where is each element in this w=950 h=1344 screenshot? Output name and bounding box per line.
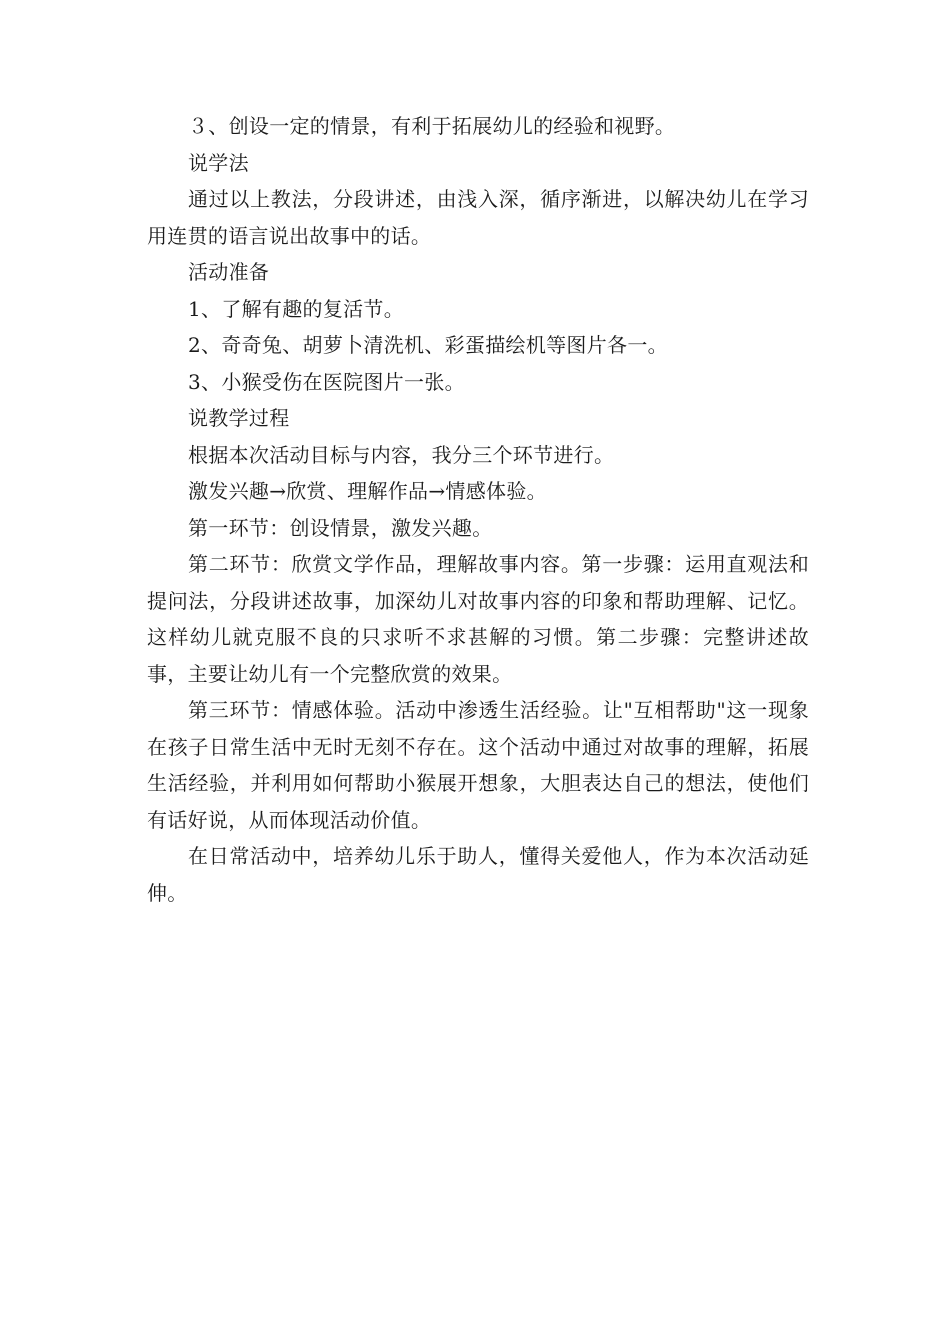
- paragraph-preparation-3: 3、小猴受伤在医院图片一张。: [188, 369, 465, 394]
- paragraph-stage-2: 第二环节：欣赏文学作品，理解故事内容。第一步骤：运用直观法和提问法，分段讲述故事，加深幼儿对故事内容的印象和帮助理解、记忆。这样幼儿就克服不良的只求听不求甚解的习惯。第二步骤：完整讲述故事，主要让幼儿有一个完整欣赏的效果。: [147, 552, 809, 686]
- paragraph-stage-3: 第三环节：情感体验。活动中渗透生活经验。让"互相帮助"这一现象在孩子日常生活中无时无刻不存在。这个活动中通过对故事的理解，拓展生活经验，并利用如何帮助小猴展开想象，大胆表达自己的想法，使他们有话好说，从而体现活动价值。: [147, 698, 809, 832]
- heading-teaching-process: 说教学过程: [188, 406, 290, 430]
- heading-learning-method: 说学法: [188, 150, 249, 175]
- paragraph-process-flow: 激发兴趣→欣赏、理解作品→情感体验。: [188, 479, 547, 503]
- paragraph-goal-3: ３、创设一定的情景，有利于拓展幼儿的经验和视野。: [188, 114, 676, 138]
- heading-preparation: 活动准备: [188, 260, 270, 284]
- document-body: [147, 108, 809, 911]
- paragraph-learning-method: 通过以上教法，分段讲述，由浅入深，循序渐进，以解决幼儿在学习用连贯的语言说出故事中的话。: [147, 187, 809, 248]
- paragraph-preparation-1: 1、了解有趣的复活节。: [188, 296, 405, 321]
- paragraph-process-intro: 根据本次活动目标与内容，我分三个环节进行。: [188, 442, 615, 467]
- paragraph-preparation-2: 2、奇奇兔、胡萝卜清洗机、彩蛋描绘机等图片各一。: [188, 333, 668, 357]
- paragraph-extension: 在日常活动中，培养幼儿乐于助人，懂得关爱他人，作为本次活动延伸。: [147, 844, 809, 905]
- paragraph-stage-1: 第一环节：创设情景，激发兴趣。: [188, 515, 493, 540]
